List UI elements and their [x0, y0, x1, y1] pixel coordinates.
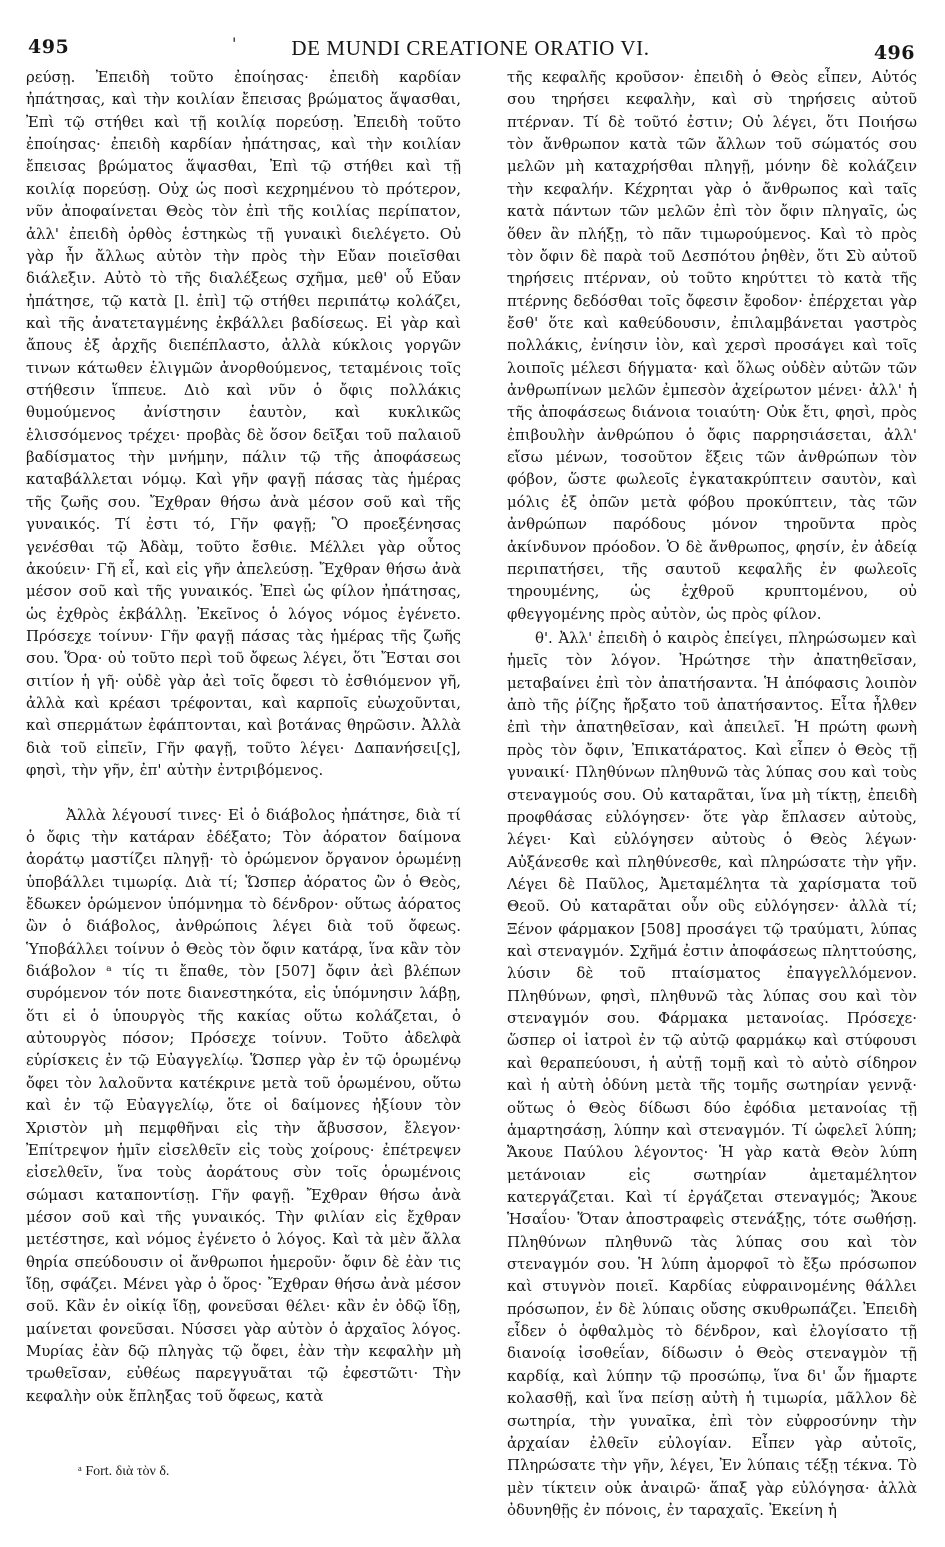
- paragraph: Ἀλλὰ λέγουσί τινες· Εἰ ὁ διάβολος ἠπάτησε, διὰ τί ὁ ὄφις τὴν κατάραν ἐδέξατο; Τὸν ἀόρατον δαίμονα ἀοράτῳ μαστίζει πληγῇ· τὸ ὁρώμενον ὄργανον ὁρωμένῃ ὑποβάλλει τιμωρίᾳ. Διὰ τί; Ὥσπερ ἀόρατος ὢν ὁ Θεὸς, ἔδωκεν ὁρώμενον ὑπόμνημα τὸ δένδρον· οὕτως ἀόρατος ὢν ὁ διάβολος, ἀνθρώποις λέγει διὰ τοῦ ὄφεως. Ὑποβάλλει τοίνυν ὁ Θεὸς τὸν ὄφιν κατάρᾳ, ἵνα κἂν τὸν διάβολον ᵃ τίς τι ἔπαθε, τὸν [507] ὄφιν ἀεὶ βλέπων συρόμενον τόν ποτε διανεστηκότα, εἰς ὑπόμνησιν λάβῃ, ὅτι εἰ ὁ ὑπουργὸς τῆς κακίας οὕτω κολάζεται, ὁ αὐτουργὸς πόσον; Πρόσεχε τοίνυν. Τοῦτο ἀδελφὰ εὑρίσκεις ἐν τῷ Εὐαγγελίῳ. Ὥσπερ γὰρ ἐν τῷ ὁρωμένῳ ὄφει τὸν λαλοῦντα κατέκρινε μετὰ τοῦ ὁρωμένου, οὕτω καὶ ἐν τῷ Εὐαγγελίῳ, ὅτε οἱ δαίμονες ἠξίουν τὸν Χριστὸν μὴ πεμφθῆναι εἰς τὴν ἄβυσσον, ἔλεγον· Ἐπίτρεψον ἡμῖν εἰσελθεῖν εἰς τοὺς χοίρους· ἐπέτρεψεν εἰσελθεῖν, ἵνα τοὺς ἀοράτους σὺν τοῖς ὁρωμένοις σώμασι καταποντίσῃ. Γῆν φαγῇ. Ἔχθραν θήσω ἀνὰ μέσον σοῦ καὶ τῆς γυναικός. Τὴν φιλίαν εἰς ἔχθραν μετέστησε, καὶ νόμος ἐγένετο ὁ λόγος. Καὶ τὰ μὲν ἄλλα θηρία σπεύδουσιν οἱ ἄνθρωποι ἡμεροῦν· ὄφιν δὲ ἐὰν τις ἴδῃ, σφάζει. Μένει γὰρ ὁ ὅρος· Ἔχθραν θήσω ἀνὰ μέσον σοῦ. Κἂν ἐν οἰκίᾳ ἴδῃ, φονεῦσαι θέλει· κἂν ἐν ὁδῷ ἴδῃ, μαίνεται φονεῦσαι. Νύσσει γὰρ αὐτὸν ὁ ἀρχαῖος λόγος. Μυρίας ἐὰν δῷ πληγὰς τῷ ὄφει, ἐὰν τὴν κεφαλὴν μὴ τρωθεῖσαν, εὐθέως παρεγγυᾶται τῷ ἐφεστῶτι· Τὴν κεφαλὴν οὐκ ἔπληξας τοῦ ὄφεως, κατὰ: [26, 805, 461, 1405]
- running-title: DE MUNDI CREATIONE ORATIO VI.: [291, 36, 650, 60]
- stray-mark: ': [232, 34, 237, 53]
- paragraph-continuation: τῆς κεφαλῆς κροῦσον· ἐπειδὴ ὁ Θεὸς εἶπεν, Αὐτός σου τηρήσει κεφαλὴν, καὶ σὺ τηρήσεις αὐτοῦ πτέρναν. Τί δὲ τοῦτό ἐστιν; Οὐ λέγει, ὅτι Ποιήσω τὸν ἄνθρωπον κατὰ τῶν ἄλλων τοῦ σώματός σου μελῶν μὴ καταχρήσθαι πληγῇ, μόνην δὲ κολάζειν τὴν κεφαλήν. Κέχρηται γὰρ ὁ ἄνθρωπος καὶ ταῖς κατὰ πάντων τῶν μελῶν ἐπὶ τὸν ὄφιν πληγαῖς, ὡς ὅθεν ἂν πλήξῃ, τὸ πᾶν τιμωρούμενος. Καὶ τὸ πρὸς τὸν ὄφιν δὲ παρὰ τοῦ Δεσπότου ῥηθὲν, ὅτι Σὺ αὐτοῦ τηρήσεις πτέρναν, οὐ τοῦτο κηρύττει τὸ κατὰ τῆς πτέρνης δεδόσθαι τοῖς ὄφεσιν ἔφοδον· ἐπέρχεται γὰρ ἔσθ' ὅτε καὶ καθεύδουσιν, ἐπιλαμβάνεται γαστρὸς πολλάκις, ἐνίησιν ἰὸν, καὶ χερσὶ προσάγει καὶ τοῖς λοιποῖς μέλεσι δήγματα· καὶ ὅλως οὐδὲν αὐτῶν τῶν ἀνθρωπίνων μελῶν ἐμπεσὸν ἀχείρωτον μένει· ἀλλ' ἡ τῆς ἀποφάσεως διάνοια τοιαύτη· Οὐκ ἔτι, φησὶ, πρὸς ἐπιβουλὴν ἀνθρώπου ὁ ὄφις παρρησιάσεται, ἀλλ' εἴσω μένων, τοσοῦτον ἕξεις τῶν ἀνθρώπων τὸν φόβον, ὥστε φωλεοῖς ἐγκατακρύπτειν σαυτὸν, καὶ μόλις ἐξ ὀπῶν μετὰ φόβου προκύπτειν, τὰς τῶν ἀνθρώπων παρόδους μόνον τηροῦντα πρὸς ἀκίνδυνον πρόοδον. Ὁ δὲ ἄνθρωπος, φησίν, ἐν ἀδείᾳ περιπατήσει, τῆς σαυτοῦ κεφαλῆς ἐν φωλεοῖς τηρουμένης, ὡς ἐχθροῦ κρυπτομένου, οὐ φθεγγομένης πρὸς αὐτὸν, ὡς πρὸς φίλον.: [507, 68, 917, 623]
- page-number-left: 495: [28, 36, 70, 58]
- running-header: [26, 20, 915, 64]
- text-column-left: [26, 66, 461, 1407]
- text-column-right: [507, 66, 917, 1521]
- page-number-right: 496: [873, 42, 915, 64]
- paragraph-continuation: ρεύσῃ. Ἐπειδὴ τοῦτο ἐποίησας· ἐπειδὴ καρδίαν ἠπάτησας, καὶ τὴν κοιλίαν ἔπεισας βρώματος ἅψασθαι, Ἐπὶ τῷ στήθει καὶ τῇ κοιλίᾳ πορεύσῃ. Ἐπειδὴ τοῦτο ἐποίησας· ἐπειδὴ καρδίαν ἠπάτησας, καὶ τὴν κοιλίαν ἔπεισας βρώματος ἅψασθαι, Ἐπὶ τῷ στήθει καὶ τῇ κοιλίᾳ πορεύσῃ. Οὐχ ὡς ποσὶ κεχρημένου τὸ πρότερον, νῦν ἀποφαίνεται Θεὸς τὸν ἐπὶ τῆς κοιλίας περίπατον, ἀλλ' ἐπειδὴ ὀρθὸς ἑστηκὼς τῇ γυναικὶ διελέγετο. Οὐ γὰρ ἦν ἄλλως αὐτὸν τὴν πρὸς τὴν Εὔαν ποιεῖσθαι διάλεξιν. Αὐτὸ τὸ τῆς διαλέξεως σχῆμα, μεθ' οὗ Εὔαν ἠπάτησε, τῷ κατὰ [l. ἐπὶ] τῷ στήθει περιπάτῳ κολάζει, καὶ τῆς ἀνατεταγμένης ἐκβάλλει βαδίσεως. Εἰ γὰρ καὶ ἄπους ἐξ ἀρχῆς διεπέπλαστο, ἀλλὰ κύκλοις γοργῶν τινων κάτωθεν ἑλιγμῶν ἀνορθούμενος, τεταμένοις τοῖς στήθεσιν ἵππευε. Διὸ καὶ νῦν ὁ ὄφις πολλάκις θυμούμενος ἀνίστησιν ἑαυτὸν, καὶ κυκλικῶς ἑλισσόμενος τρέχει· προβὰς δὲ ὅσον δεῖξαι τοῦ παλαιοῦ βαδίσματος τὴν μνήμην, πάλιν τῷ τῆς ἀποφάσεως καταβάλλεται νόμῳ. Καὶ γῆν φαγῇ πάσας τὰς ἡμέρας τῆς ζωῆς σου. Ἔχθραν θήσω ἀνὰ μέσον σοῦ καὶ τῆς γυναικός. Τί ἐστι τό, Γῆν φαγῇ; Ὃ προεξένησας γενέσθαι τῷ Ἀδὰμ, τοῦτο ἔσθιε. Μέλλει γὰρ οὗτος ἀκούειν· Γῆ εἶ, καὶ εἰς γῆν ἀπελεύσῃ. Ἔχθραν θήσω ἀνὰ μέσον σοῦ καὶ τῆς γυναικός. Ἐπεὶ ὡς φίλον ἠπάτησας, ὡς ἐχθρὸς ἐκβάλλῃ. Ἐκεῖνος ὁ λόγος νόμος ἐγένετο. Πρόσεχε τοίνυν· Γῆν φαγῇ πάσας τὰς ἡμέρας τῆς ζωῆς σου. Ὅρα· οὐ τοῦτο περὶ τοῦ ὄφεως λέγει, ὅτι Ἔσται σοι σιτίον ἡ γῆ· οὐδὲ γὰρ ἀεὶ τοῖς ὄφεσι τὸ ἐσθιόμενον γῆ, ἀλλὰ καὶ κρέασι τρέφονται, καὶ καρποῖς εὐωχοῦνται, καὶ σπερμάτων ἐφάπτονται, καὶ βοτάνας θηρῶσιν. Ἀλλὰ διὰ τοῦ εἰπεῖν, Γῆν φαγῇ, τοῦτο λέγει· Δαπανήσει[ς], φησὶ, τὴν γῆν, ἐπ' αὐτὴν ἐντριβόμενος.: [26, 68, 461, 780]
- footnote: ᵃ Fort. διὰ τὸν δ.: [78, 1464, 170, 1479]
- section-paragraph: θ'. Ἀλλ' ἐπειδὴ ὁ καιρὸς ἐπείγει, πληρώσωμεν καὶ ἡμεῖς τὸν λόγον. Ἠρώτησε τὴν ἀπατηθεῖσαν, μεταβαίνει ἐπὶ τὸν ἀπατήσαντα. Ἡ ἀπόφασις λοιπὸν ἀπὸ τῆς ῥίζης ἤρξατο τοῦ ἀπατήσαντος. Εἶτα ἦλθεν ἐπὶ τὴν ἀπατηθεῖσαν, καὶ ἀπειλεῖ. Ἡ πρώτη φωνὴ πρὸς τὸν ὄφιν, Ἐπικατάρατος. Καὶ εἶπεν ὁ Θεὸς τῇ γυναικί· Πληθύνων πληθυνῶ τὰς λύπας σου καὶ τοὺς στεναγμούς σου. Οὐ καταρᾶται, ἵνα μὴ τίκτῃ, ἐπειδὴ προφθάσας εὐλόγησεν· ὅτε γὰρ ἔπλασεν αὐτοὺς, λέγει· Καὶ εὐλόγησεν αὐτοὺς ὁ Θεὸς λέγων· Αὐξάνεσθε καὶ πληθύνεσθε, καὶ πληρώσατε τὴν γῆν. Λέγει δὲ Παῦλος, Ἀμεταμέλητα τὰ χαρίσματα τοῦ Θεοῦ. Οὐ καταρᾶται οὖν οὓς εὐλόγησεν· ἀλλὰ τί; Ξένον φάρμακον [508] προσάγει τῷ τραύματι, λύπας καὶ στεναγμόν. Σχῆμά ἐστιν ἀποφάσεως πληττούσης, λύσιν δὲ τοῦ πταίσματος ἐπαγγελλόμενον. Πληθύνων, φησὶ, πληθυνῶ τὰς λύπας σου καὶ τὸν στεναγμόν σου. Φάρμακα μετανοίας. Πρόσεχε· ὥσπερ οἱ ἰατροὶ ἐν τῷ αὐτῷ φαρμάκῳ καὶ στύφουσι καὶ θεραπεύουσι, ἡ αὐτῇ τομῇ καὶ τὸ αὐτὸ σίδηρον καὶ ἡ αὐτὴ ὀδύνη μετὰ τῆς τομῆς σωτηρίαν γεννᾷ· οὕτως ὁ Θεὸς δίδωσι δύο ἐφόδια μετανοίας τῇ ἁμαρτησάσῃ, λύπην καὶ στεναγμόν. Τί ὠφελεῖ λύπη; Ἄκουε Παύλου λέγοντος· Ἡ γὰρ κατὰ Θεὸν λύπη μετάνοιαν εἰς σωτηρίαν ἀμεταμέλητον κατεργάζεται. Καὶ τί ἐργάζεται στεναγμός; Ἄκουε Ἡσαΐου· Ὅταν ἀποστραφεὶς στενάξῃς, τότε σωθήσῃ. Πληθύνων πληθυνῶ τὰς λύπας σου καὶ τὸν στεναγμόν σου. Ἡ λύπη ἀμορφοῖ τὸ ἔξω πρόσωπον καὶ στυγνὸν ποιεῖ. Καρδίας εὐφραινομένης θάλλει πρόσωπον, ἐν δὲ λύπαις οὔσης σκυθρωπάζει. Ἐπειδὴ εἶδεν ὁ ὀφθαλμὸς τὸ δένδρον, καὶ ἐλογίσατο τῇ διανοίᾳ ἰσοθεΐαν, δίδωσιν ὁ Θεὸς στεναγμὸν τῇ καρδίᾳ, καὶ λύπην τῷ προσώπῳ, ἵνα δι' ὧν ἥμαρτε κολασθῇ, καὶ ἵνα πείσῃ αὐτὴ ἡ τιμωρία, μᾶλλον δὲ σωτηρία, τὴν γυναῖκα, ἐπὶ τὸν εὐφροσύνην τὴν ἀρχαίαν ἐλθεῖν εὐλογίαν. Εἶπεν γὰρ αὐτοῖς, Πληρώσατε τὴν γῆν, λέγει, Ἐν λύπαις τέξῃ τέκνα. Τὸ μὲν τίκτειν οὐκ ἀναιρῶ· ἅπαξ γὰρ εὐλόγησα· ἀλλὰ ὀδυνηθῇς ἐν πόνοις, ἐν ταραχαῖς. Ἐκείνη ἡ: [507, 628, 917, 1519]
